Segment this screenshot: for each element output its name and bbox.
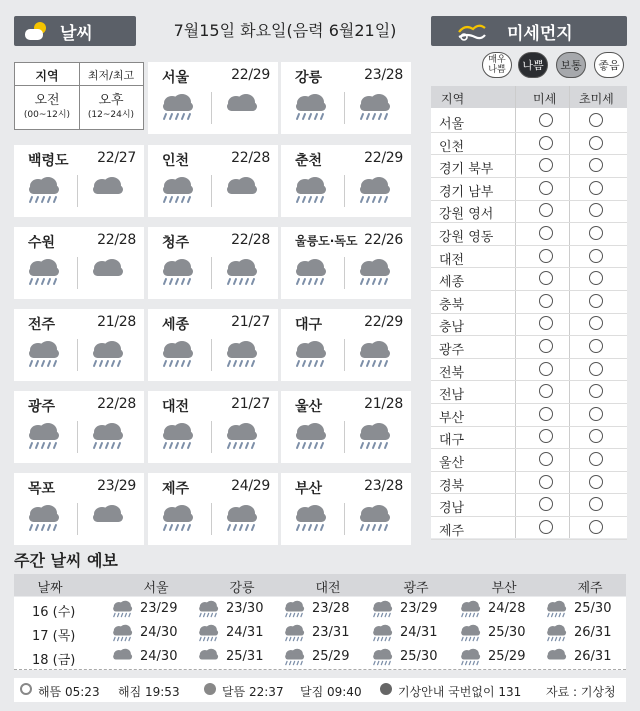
pm25-status-circle bbox=[589, 520, 603, 534]
rain-icon bbox=[355, 257, 393, 287]
pm10-status-circle bbox=[539, 475, 553, 489]
rain-icon bbox=[110, 623, 134, 643]
rain-icon bbox=[222, 503, 260, 533]
dust-legend-pill: 좋음 bbox=[594, 52, 624, 78]
rain-icon bbox=[282, 599, 306, 619]
city-temp: 22/28 bbox=[231, 150, 270, 166]
city-cell bbox=[14, 309, 144, 381]
pm25-status-circle bbox=[589, 497, 603, 511]
city-cell bbox=[148, 62, 278, 134]
dust-region: 울산 bbox=[439, 456, 465, 471]
weekly-row bbox=[14, 597, 626, 622]
dust-legend-pill: 매우나쁨 bbox=[482, 52, 512, 78]
rain-icon bbox=[355, 503, 393, 533]
pm25-status-circle bbox=[589, 136, 603, 150]
city-cell bbox=[148, 473, 278, 545]
city-cell bbox=[281, 227, 411, 299]
rain-icon bbox=[291, 175, 329, 205]
pm25-status-circle bbox=[589, 113, 603, 127]
weekly-col-city: 광주 bbox=[403, 581, 429, 596]
city-cell bbox=[14, 145, 144, 217]
city-temp: 22/28 bbox=[97, 232, 136, 248]
rain-icon bbox=[24, 175, 62, 205]
rain-icon bbox=[458, 599, 482, 619]
rain-icon bbox=[88, 421, 126, 451]
rain-icon bbox=[24, 421, 62, 451]
weekly-temp: 26/31 bbox=[574, 649, 612, 664]
pm10-status-circle bbox=[539, 339, 553, 353]
rain-icon bbox=[355, 339, 393, 369]
city-name: 인천 bbox=[162, 153, 190, 169]
rain-icon bbox=[291, 92, 329, 122]
city-name: 울릉도·독도 bbox=[295, 234, 358, 248]
city-name: 제주 bbox=[162, 481, 190, 497]
weather-info-line: 기상안내 국번없이 131 bbox=[398, 685, 522, 699]
dust-row bbox=[431, 245, 627, 269]
city-name: 부산 bbox=[295, 481, 323, 497]
rain-icon bbox=[282, 623, 306, 643]
pm25-status-circle bbox=[589, 339, 603, 353]
dust-row bbox=[431, 380, 627, 404]
city-name: 세종 bbox=[162, 317, 190, 333]
dust-row bbox=[431, 425, 627, 449]
city-name: 강릉 bbox=[295, 70, 323, 86]
legend-minmax: 최저/최고 bbox=[87, 69, 135, 82]
dust-row bbox=[431, 335, 627, 359]
dust-region: 대전 bbox=[439, 252, 465, 268]
pm25-status-circle bbox=[589, 407, 603, 421]
rain-icon bbox=[196, 599, 220, 619]
pm25-status-circle bbox=[589, 271, 603, 285]
rain-icon bbox=[291, 339, 329, 369]
moonrise: 달뜸 22:37 bbox=[222, 685, 284, 699]
weekly-row bbox=[14, 621, 626, 646]
cloud-icon bbox=[88, 175, 126, 205]
city-cell bbox=[281, 473, 411, 545]
pm25-status-circle bbox=[589, 226, 603, 240]
city-temp: 23/28 bbox=[364, 478, 403, 494]
weekly-temp: 24/28 bbox=[488, 601, 526, 616]
weekly-temp: 25/29 bbox=[488, 649, 526, 664]
city-cell bbox=[148, 227, 278, 299]
dust-legend-pill: 보통 bbox=[556, 52, 586, 78]
weekly-temp: 23/29 bbox=[400, 601, 438, 616]
dust-row bbox=[431, 403, 627, 427]
rain-icon bbox=[355, 421, 393, 451]
legend-pm: 오후 bbox=[98, 93, 124, 108]
city-name: 전주 bbox=[28, 317, 56, 333]
dust-row bbox=[431, 154, 627, 178]
pm10-status-circle bbox=[539, 226, 553, 240]
rain-icon bbox=[544, 623, 568, 643]
sun-cloud-icon bbox=[22, 19, 52, 43]
dust-region: 경기 남부 bbox=[439, 184, 494, 200]
pm10-status-circle bbox=[539, 294, 553, 308]
city-temp: 22/29 bbox=[231, 67, 270, 83]
dust-section-label: 미세먼지 bbox=[507, 23, 573, 44]
city-cell bbox=[148, 309, 278, 381]
city-name: 수원 bbox=[28, 235, 56, 251]
pm25-status-circle bbox=[589, 475, 603, 489]
rain-icon bbox=[222, 421, 260, 451]
rain-icon bbox=[110, 599, 134, 619]
city-cell bbox=[14, 473, 144, 545]
pm10-status-circle bbox=[539, 407, 553, 421]
pm10-status-circle bbox=[539, 316, 553, 330]
rain-icon bbox=[355, 92, 393, 122]
dust-row bbox=[431, 448, 627, 472]
weekly-temp: 25/30 bbox=[400, 649, 438, 664]
city-name: 목포 bbox=[28, 481, 56, 497]
dust-wind-icon bbox=[455, 19, 489, 43]
weekly-row bbox=[14, 645, 626, 670]
rain-icon bbox=[88, 339, 126, 369]
weekly-col-city: 서울 bbox=[143, 581, 169, 596]
city-cell bbox=[281, 145, 411, 217]
city-name: 대전 bbox=[162, 399, 190, 415]
city-temp: 22/26 bbox=[364, 232, 403, 248]
data-source: 자료 : 기상청 bbox=[546, 685, 616, 699]
weekly-col-date: 날짜 bbox=[37, 581, 63, 596]
rain-icon bbox=[291, 257, 329, 287]
pm10-status-circle bbox=[539, 520, 553, 534]
rain-icon bbox=[158, 503, 196, 533]
city-temp: 22/27 bbox=[97, 150, 136, 166]
city-temp: 22/28 bbox=[231, 232, 270, 248]
dust-region: 서울 bbox=[439, 117, 465, 132]
city-name: 춘천 bbox=[295, 153, 323, 169]
dust-region: 전북 bbox=[439, 365, 465, 381]
dust-region: 대구 bbox=[439, 433, 465, 449]
city-name: 대구 bbox=[295, 317, 323, 333]
city-temp: 23/29 bbox=[97, 478, 136, 494]
dust-header bbox=[431, 86, 627, 108]
dust-region: 광주 bbox=[439, 343, 465, 358]
dust-region: 세종 bbox=[439, 275, 465, 291]
weekly-temp: 25/29 bbox=[312, 649, 350, 664]
dust-section-tab bbox=[431, 16, 627, 46]
rain-icon bbox=[158, 175, 196, 205]
pm10-status-circle bbox=[539, 249, 553, 263]
weekly-title: 주간 날씨 예보 bbox=[14, 551, 118, 570]
dust-region: 충남 bbox=[439, 320, 465, 336]
weekly-col-city: 부산 bbox=[491, 581, 517, 596]
cloud-icon bbox=[544, 647, 568, 667]
rain-icon bbox=[158, 339, 196, 369]
cloud-icon bbox=[196, 647, 220, 667]
dust-row bbox=[431, 358, 627, 382]
rain-icon bbox=[282, 647, 306, 667]
pm10-status-circle bbox=[539, 362, 553, 376]
city-cell bbox=[148, 391, 278, 463]
dust-row bbox=[431, 222, 627, 246]
cloud-icon bbox=[110, 647, 134, 667]
cloud-icon bbox=[222, 175, 260, 205]
city-temp: 22/28 bbox=[97, 396, 136, 412]
pm25-status-circle bbox=[589, 158, 603, 172]
rain-icon bbox=[291, 421, 329, 451]
weekly-day: 18 (금) bbox=[32, 653, 76, 668]
weekly-header bbox=[14, 574, 626, 596]
pm25-status-circle bbox=[589, 452, 603, 466]
sun-icon bbox=[20, 683, 32, 695]
pm10-status-circle bbox=[539, 113, 553, 127]
city-cell bbox=[281, 391, 411, 463]
city-temp: 21/28 bbox=[364, 396, 403, 412]
dust-col-pm10: 미세 bbox=[533, 92, 557, 106]
dust-row bbox=[431, 109, 627, 133]
weekly-temp: 25/31 bbox=[226, 649, 264, 664]
city-temp: 21/28 bbox=[97, 314, 136, 330]
city-cell bbox=[14, 227, 144, 299]
weekly-temp: 23/30 bbox=[226, 601, 264, 616]
weekly-col-city: 대전 bbox=[315, 581, 341, 596]
weekly-temp: 26/31 bbox=[574, 625, 612, 640]
rain-icon bbox=[355, 175, 393, 205]
city-name: 울산 bbox=[295, 399, 323, 415]
weekly-col-city: 강릉 bbox=[229, 581, 255, 596]
dust-region: 강원 영서 bbox=[439, 207, 494, 223]
pm10-status-circle bbox=[539, 429, 553, 443]
rain-icon bbox=[291, 503, 329, 533]
rain-icon bbox=[24, 503, 62, 533]
cloud-icon bbox=[222, 92, 260, 122]
pm25-status-circle bbox=[589, 181, 603, 195]
moon-icon bbox=[204, 683, 216, 695]
city-cell bbox=[281, 309, 411, 381]
rain-icon bbox=[222, 339, 260, 369]
weather-section-tab bbox=[14, 16, 136, 46]
dust-region: 경남 bbox=[439, 501, 465, 517]
dust-panel bbox=[431, 86, 627, 538]
dust-region: 제주 bbox=[439, 523, 465, 539]
weekly-day: 17 (목) bbox=[32, 629, 76, 644]
weekly-temp: 23/29 bbox=[140, 601, 178, 616]
sunset: 해짐 19:53 bbox=[118, 685, 180, 699]
rain-icon bbox=[24, 339, 62, 369]
dust-row bbox=[431, 199, 627, 223]
weekly-forecast-table bbox=[14, 574, 626, 670]
rain-icon bbox=[24, 257, 62, 287]
city-temp: 23/28 bbox=[364, 67, 403, 83]
sunrise: 해뜸 05:23 bbox=[38, 685, 100, 699]
weekly-temp: 24/31 bbox=[400, 625, 438, 640]
city-temp: 22/29 bbox=[364, 150, 403, 166]
city-temp: 22/29 bbox=[364, 314, 403, 330]
pm10-status-circle bbox=[539, 384, 553, 398]
dust-legend-pill: 나쁨 bbox=[518, 52, 548, 78]
pm10-status-circle bbox=[539, 203, 553, 217]
pm10-status-circle bbox=[539, 452, 553, 466]
pm25-status-circle bbox=[589, 316, 603, 330]
cloud-icon bbox=[88, 503, 126, 533]
rain-icon bbox=[458, 623, 482, 643]
dust-row bbox=[431, 493, 627, 517]
dust-region: 경기 북부 bbox=[439, 162, 494, 178]
dust-row bbox=[431, 516, 627, 540]
rain-icon bbox=[370, 599, 394, 619]
cloud-icon bbox=[88, 257, 126, 287]
pm10-status-circle bbox=[539, 158, 553, 172]
weekly-temp: 25/30 bbox=[574, 601, 612, 616]
pm25-status-circle bbox=[589, 384, 603, 398]
pm10-status-circle bbox=[539, 497, 553, 511]
city-cell bbox=[281, 62, 411, 134]
dust-row bbox=[431, 132, 627, 156]
pm10-status-circle bbox=[539, 136, 553, 150]
city-cell bbox=[148, 145, 278, 217]
dust-col-pm25: 초미세 bbox=[579, 92, 614, 106]
date-title: 7월15일 화요일(음력 6월21일) bbox=[173, 21, 397, 40]
dust-row bbox=[431, 471, 627, 495]
pm25-status-circle bbox=[589, 362, 603, 376]
rain-icon bbox=[158, 92, 196, 122]
pm25-status-circle bbox=[589, 203, 603, 217]
city-temp: 21/27 bbox=[231, 314, 270, 330]
weekly-col-city: 제주 bbox=[577, 581, 603, 596]
pm25-status-circle bbox=[589, 294, 603, 308]
legend-am: 오전 bbox=[34, 93, 60, 108]
dust-row bbox=[431, 267, 627, 291]
rain-icon bbox=[370, 623, 394, 643]
legend-am-range: (00~12시) bbox=[23, 110, 71, 120]
rain-icon bbox=[222, 257, 260, 287]
legend-cell bbox=[14, 62, 144, 130]
city-name: 청주 bbox=[162, 235, 190, 251]
city-temp: 21/27 bbox=[231, 396, 270, 412]
rain-icon bbox=[458, 647, 482, 667]
city-cell bbox=[14, 391, 144, 463]
pm25-status-circle bbox=[589, 249, 603, 263]
dust-row bbox=[431, 312, 627, 336]
city-name: 광주 bbox=[28, 399, 56, 415]
dust-region: 부산 bbox=[439, 410, 465, 426]
weekly-temp: 23/28 bbox=[312, 601, 350, 616]
legend-pm-range: (12~24시) bbox=[87, 110, 135, 120]
pm10-status-circle bbox=[539, 271, 553, 285]
dust-region: 전남 bbox=[439, 388, 465, 404]
rain-icon bbox=[544, 599, 568, 619]
rain-icon bbox=[158, 257, 196, 287]
city-temp: 24/29 bbox=[231, 478, 270, 494]
weather-section-label: 날씨 bbox=[60, 23, 93, 44]
dust-region: 경북 bbox=[439, 478, 465, 494]
phone-icon bbox=[380, 683, 392, 695]
rain-icon bbox=[196, 623, 220, 643]
weekly-temp: 24/31 bbox=[226, 625, 264, 640]
dust-row bbox=[431, 177, 627, 201]
dust-region: 인천 bbox=[439, 139, 465, 155]
pm25-status-circle bbox=[589, 429, 603, 443]
moonset: 달짐 09:40 bbox=[300, 685, 362, 699]
weekly-temp: 23/31 bbox=[312, 625, 350, 640]
dust-region: 강원 영동 bbox=[439, 230, 494, 245]
legend-region: 지역 bbox=[35, 69, 59, 83]
dust-col-region: 지역 bbox=[441, 92, 465, 106]
rain-icon bbox=[370, 647, 394, 667]
dust-region: 충북 bbox=[439, 297, 465, 313]
footer-bar bbox=[14, 678, 626, 702]
weekly-temp: 24/30 bbox=[140, 625, 178, 640]
pm10-status-circle bbox=[539, 181, 553, 195]
rain-icon bbox=[158, 421, 196, 451]
weekly-day: 16 (수) bbox=[32, 605, 76, 620]
dust-row bbox=[431, 290, 627, 314]
city-name: 백령도 bbox=[28, 153, 69, 169]
weekly-temp: 24/30 bbox=[140, 649, 178, 664]
weekly-temp: 25/30 bbox=[488, 625, 526, 640]
city-name: 서울 bbox=[162, 70, 190, 86]
